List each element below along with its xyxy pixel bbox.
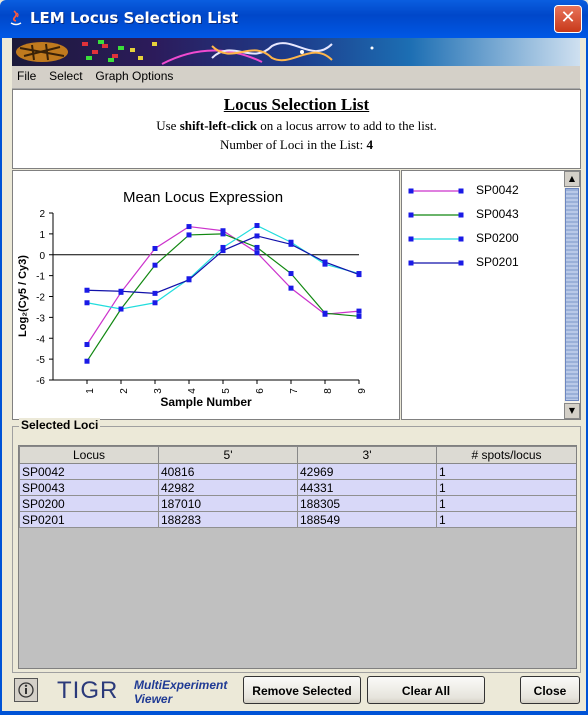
y-tick-label: -2: [36, 292, 45, 304]
data-point-sp0200: [153, 300, 158, 305]
cell-locus[interactable]: SP0042: [20, 464, 159, 480]
col-header-5prime[interactable]: 5': [159, 447, 298, 464]
x-tick-label: 8: [323, 388, 334, 394]
table-row[interactable]: [20, 480, 577, 496]
loci-count-value: 4: [366, 137, 374, 152]
x-tick-label: 7: [289, 388, 300, 394]
instruction-text: [13, 118, 580, 134]
cell-spots[interactable]: 1: [437, 496, 577, 512]
footer-bar: [12, 676, 580, 709]
series-line-sp0201: [87, 236, 359, 293]
legend-label: SP0201: [476, 255, 519, 269]
info-glyph: [15, 679, 37, 701]
cell-spots[interactable]: 1: [437, 512, 577, 528]
scroll-down-icon[interactable]: ▼: [564, 403, 580, 419]
menu-bar: [12, 66, 580, 89]
cell-5prime[interactable]: 187010: [159, 496, 298, 512]
mev-subtitle-line1: MultiExperiment: [134, 678, 228, 692]
x-tick-label: 1: [85, 388, 96, 394]
scroll-thumb[interactable]: [565, 188, 579, 401]
selected-loci-title: Selected Loci: [21, 418, 99, 432]
loci-count-label: Number of Loci in the List:: [219, 137, 364, 152]
cell-locus[interactable]: SP0200: [20, 496, 159, 512]
scroll-up-icon[interactable]: ▲: [564, 171, 580, 187]
x-axis-label: Sample Number: [160, 395, 252, 409]
legend-marker: [459, 261, 464, 266]
selected-loci-group: [12, 418, 581, 673]
loci-table: [19, 446, 577, 528]
x-tick-label: 5: [221, 388, 232, 394]
data-point-sp0201: [85, 288, 90, 293]
legend-marker: [409, 189, 414, 194]
data-point-sp0042: [255, 250, 260, 255]
java-app-icon: [8, 9, 24, 27]
y-tick-label: -3: [36, 313, 45, 325]
legend-marker: [409, 237, 414, 242]
legend-label: SP0200: [476, 231, 519, 245]
cell-3prime[interactable]: 42969: [298, 464, 437, 480]
legend-scrollbar[interactable]: [564, 171, 580, 419]
loci-count: [13, 137, 580, 153]
y-tick-label: -5: [36, 355, 45, 367]
instruction-bold: shift-left-click: [179, 118, 257, 133]
legend-swatch: [408, 209, 468, 221]
cell-3prime[interactable]: 188305: [298, 496, 437, 512]
loci-table-viewport: [18, 445, 577, 669]
menu-file[interactable]: File: [17, 69, 37, 83]
col-header-spots[interactable]: # spots/locus: [437, 447, 577, 464]
remove-selected-button[interactable]: Remove Selected: [243, 676, 361, 704]
y-tick-label: 1: [39, 229, 45, 241]
y-tick-label: 0: [39, 250, 45, 262]
cell-3prime[interactable]: 188549: [298, 512, 437, 528]
data-point-sp0043: [255, 245, 260, 250]
data-point-sp0042: [187, 224, 192, 229]
info-header: [12, 89, 581, 169]
x-tick-label: 9: [357, 388, 368, 394]
legend-item-sp0042: [408, 181, 558, 201]
data-point-sp0201: [221, 248, 226, 253]
chart-title: Mean Locus Expression: [122, 189, 284, 206]
info-icon[interactable]: [14, 678, 38, 702]
y-tick-label: 2: [39, 209, 45, 220]
instruction-pre: Use: [156, 118, 177, 133]
cell-locus[interactable]: SP0043: [20, 480, 159, 496]
legend-marker: [459, 189, 464, 194]
legend-item-sp0201: [408, 253, 558, 273]
clear-all-button[interactable]: Clear All: [367, 676, 485, 704]
legend-label: SP0042: [476, 183, 519, 197]
cell-5prime[interactable]: 188283: [159, 512, 298, 528]
data-point-sp0201: [187, 277, 192, 282]
data-point-sp0042: [357, 309, 362, 314]
data-point-sp0201: [357, 272, 362, 277]
mev-subtitle: [134, 678, 227, 706]
legend-item-sp0043: [408, 205, 558, 225]
table-row[interactable]: [20, 496, 577, 512]
x-tick-label: 4: [187, 388, 198, 394]
data-point-sp0201: [289, 242, 294, 247]
data-point-sp0042: [153, 246, 158, 251]
data-point-sp0043: [357, 314, 362, 319]
x-tick-label: 6: [255, 388, 266, 394]
col-header-locus[interactable]: Locus: [20, 447, 159, 464]
legend-panel: [401, 170, 581, 420]
data-point-sp0200: [255, 223, 260, 228]
cell-3prime[interactable]: 44331: [298, 480, 437, 496]
instruction-post: on a locus arrow to add to the list.: [260, 118, 437, 133]
expression-chart: [13, 171, 399, 419]
series-line-sp0200: [87, 226, 359, 310]
data-point-sp0200: [119, 307, 124, 312]
data-point-sp0201: [323, 260, 328, 265]
menu-select[interactable]: Select: [49, 69, 83, 83]
title-bar[interactable]: [0, 0, 588, 38]
cell-spots[interactable]: 1: [437, 464, 577, 480]
x-tick-label: 3: [153, 388, 164, 394]
cell-locus[interactable]: SP0201: [20, 512, 159, 528]
tigr-logo: TIGR: [57, 677, 119, 704]
legend-swatch: [408, 257, 468, 269]
close-window-icon[interactable]: ✕: [554, 5, 582, 33]
close-button[interactable]: Close: [520, 676, 580, 704]
cell-5prime[interactable]: 40816: [159, 464, 298, 480]
x-tick-label: 2: [119, 388, 130, 394]
data-point-sp0201: [255, 233, 260, 238]
table-row[interactable]: [20, 512, 577, 528]
window-frame: [0, 38, 588, 715]
legend-item-sp0200: [408, 229, 558, 249]
legend-marker: [459, 237, 464, 242]
col-header-3prime[interactable]: 3': [298, 447, 437, 464]
banner-image: [12, 38, 580, 66]
menu-graph-options[interactable]: Graph Options: [95, 69, 174, 83]
data-point-sp0200: [85, 300, 90, 305]
data-point-sp0043: [85, 359, 90, 364]
y-tick-label: -6: [36, 376, 45, 387]
data-point-sp0042: [85, 342, 90, 347]
legend-swatch: [408, 233, 468, 245]
data-point-sp0043: [153, 263, 158, 268]
mev-subtitle-line2: Viewer: [134, 692, 173, 706]
data-point-sp0043: [187, 232, 192, 237]
y-tick-label: -1: [36, 271, 45, 283]
data-point-sp0201: [119, 289, 124, 294]
legend-marker: [459, 213, 464, 218]
data-point-sp0042: [289, 286, 294, 291]
legend-label: SP0043: [476, 207, 519, 221]
table-row[interactable]: [20, 464, 577, 480]
y-tick-label: -4: [36, 334, 45, 346]
data-point-sp0043: [221, 231, 226, 236]
cell-spots[interactable]: 1: [437, 480, 577, 496]
data-point-sp0043: [323, 311, 328, 316]
data-point-sp0043: [289, 271, 294, 276]
legend-marker: [409, 261, 414, 266]
legend-marker: [409, 213, 414, 218]
page-title: Locus Selection List: [223, 95, 370, 114]
legend-swatch: [408, 185, 468, 197]
banner-graphic: [12, 38, 580, 66]
y-axis-label: Log₂(Cy5 / Cy3): [17, 255, 29, 337]
series-line-sp0042: [87, 227, 359, 345]
chart-panel: [12, 170, 400, 420]
window-title: LEM Locus Selection List: [30, 9, 239, 27]
cell-5prime[interactable]: 42982: [159, 480, 298, 496]
data-point-sp0201: [153, 291, 158, 296]
